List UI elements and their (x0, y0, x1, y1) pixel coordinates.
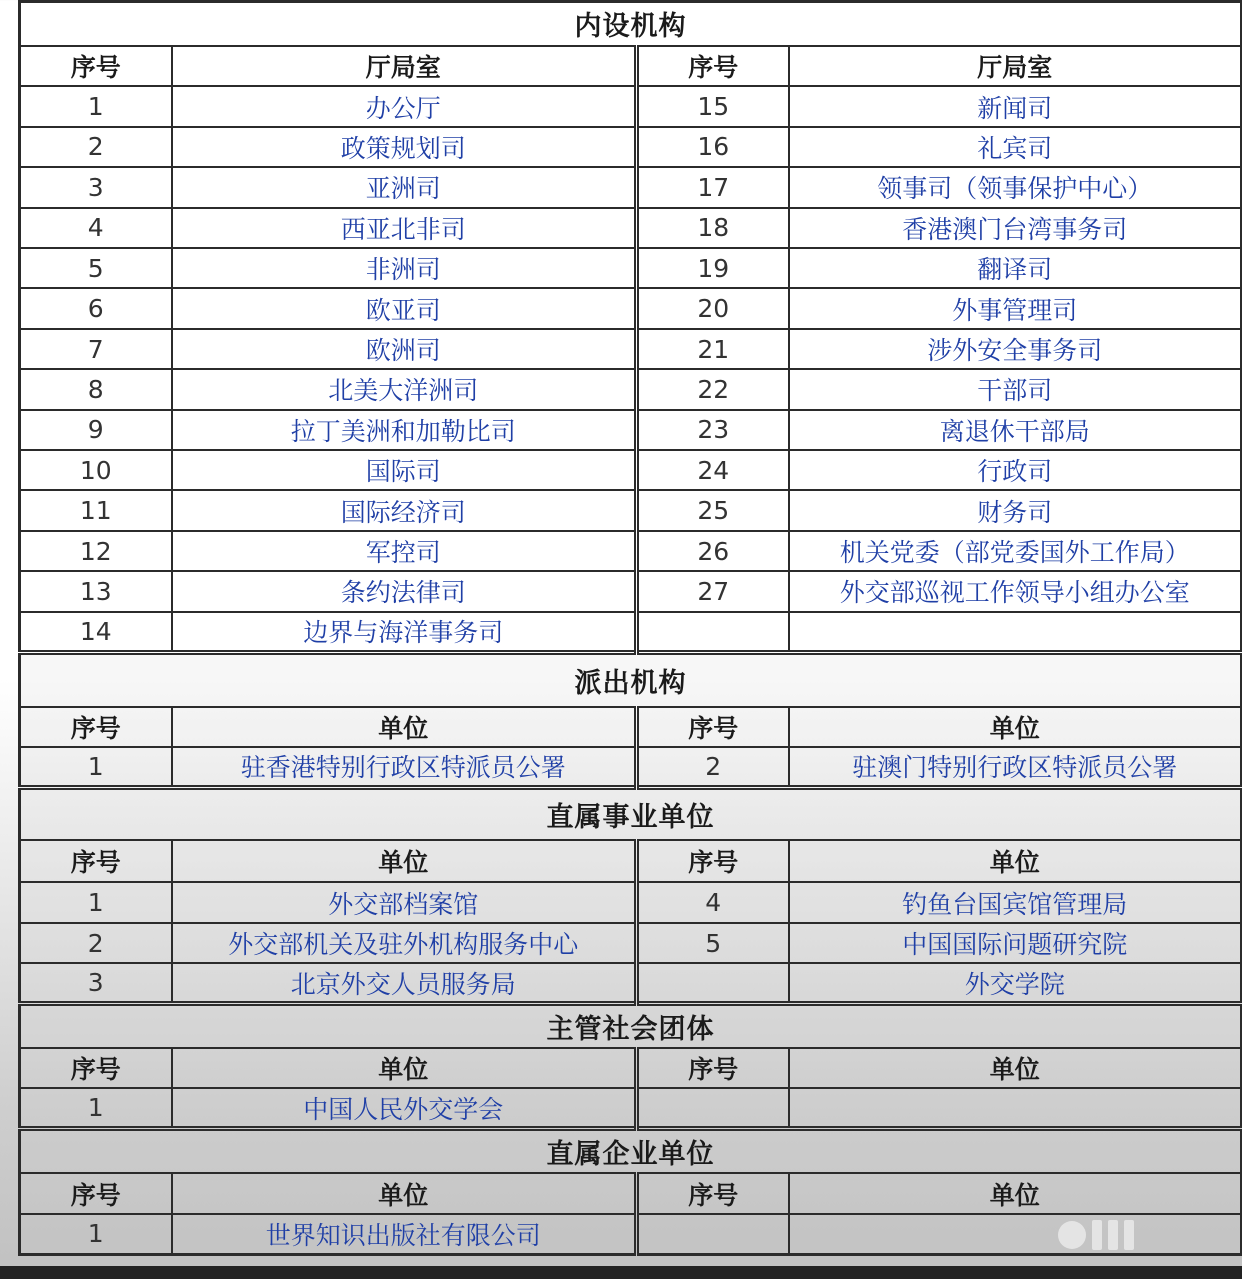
row-number: 24 (637, 450, 789, 490)
bottom-bar (0, 1266, 1242, 1279)
unit-name: 机关党委（部党委国外工作局） (789, 531, 1242, 571)
unit-name: 条约法律司 (172, 571, 637, 611)
table-row (20, 248, 1242, 288)
column-header-row (20, 840, 1242, 882)
row-number: 26 (637, 531, 789, 571)
unit-header: 单位 (789, 1173, 1242, 1213)
table-row (20, 86, 1242, 126)
unit-name: 欧洲司 (172, 329, 637, 369)
unit-name: 离退休干部局 (789, 410, 1242, 450)
unit-name: 新闻司 (789, 86, 1242, 126)
unit-name: 欧亚司 (172, 288, 637, 328)
table-row (20, 208, 1242, 248)
unit-name: 军控司 (172, 531, 637, 571)
unit-name: 亚洲司 (172, 167, 637, 207)
unit-name: 北美大洋洲司 (172, 369, 637, 409)
unit-header: 单位 (789, 840, 1242, 882)
unit-name: 国际司 (172, 450, 637, 490)
row-number: 23 (637, 410, 789, 450)
watermark-bar-icon (1108, 1220, 1118, 1250)
table-row (20, 288, 1242, 328)
table-row (20, 410, 1242, 450)
column-header-row (20, 707, 1242, 747)
unit-name: 翻译司 (789, 248, 1242, 288)
unit-name: 驻香港特别行政区特派员公署 (172, 747, 637, 787)
seq-header: 序号 (20, 840, 172, 882)
row-number: 9 (20, 410, 172, 450)
row-number: 1 (20, 86, 172, 126)
row-number (637, 612, 789, 652)
section-title: 直属事业单位 (20, 787, 1242, 840)
unit-name: 外交学院 (789, 963, 1242, 1003)
row-number: 5 (20, 248, 172, 288)
section-title-row (20, 652, 1242, 707)
column-header-row (20, 1048, 1242, 1088)
watermark-dot-icon (1058, 1221, 1086, 1249)
unit-header: 单位 (172, 1048, 637, 1088)
table-row (20, 450, 1242, 490)
table-row (20, 571, 1242, 611)
seq-header: 序号 (20, 707, 172, 747)
row-number: 16 (637, 127, 789, 167)
row-number: 1 (20, 1088, 172, 1128)
unit-name: 西亚北非司 (172, 208, 637, 248)
table-row (20, 923, 1242, 963)
seq-header: 序号 (637, 707, 789, 747)
unit-name: 外交部巡视工作领导小组办公室 (789, 571, 1242, 611)
dept-header: 厅局室 (789, 46, 1242, 86)
row-number: 10 (20, 450, 172, 490)
row-number: 20 (637, 288, 789, 328)
row-number: 7 (20, 329, 172, 369)
unit-name: 外交部档案馆 (172, 882, 637, 922)
watermark-logo (1058, 1218, 1208, 1252)
row-number: 6 (20, 288, 172, 328)
seq-header: 序号 (20, 1173, 172, 1213)
unit-name: 国际经济司 (172, 490, 637, 530)
unit-header: 单位 (172, 707, 637, 747)
section-title-row (20, 2, 1242, 46)
table-row (20, 747, 1242, 787)
table-row (20, 531, 1242, 571)
org-table (18, 0, 1242, 1256)
unit-name: 涉外安全事务司 (789, 329, 1242, 369)
row-number: 1 (20, 882, 172, 922)
watermark-bar-icon (1092, 1220, 1102, 1250)
section-title: 主管社会团体 (20, 1004, 1242, 1048)
seq-header: 序号 (637, 1173, 789, 1213)
unit-name: 世界知识出版社有限公司 (172, 1214, 637, 1255)
row-number: 4 (637, 882, 789, 922)
row-number: 13 (20, 571, 172, 611)
row-number: 3 (20, 963, 172, 1003)
unit-name (789, 612, 1242, 652)
unit-name (789, 1088, 1242, 1128)
section-title-row (20, 787, 1242, 840)
row-number: 25 (637, 490, 789, 530)
row-number: 17 (637, 167, 789, 207)
table-row (20, 882, 1242, 922)
table-row (20, 963, 1242, 1003)
unit-name: 领事司（领事保护中心） (789, 167, 1242, 207)
unit-name: 干部司 (789, 369, 1242, 409)
row-number: 2 (20, 923, 172, 963)
column-header-row (20, 46, 1242, 86)
watermark-bar-icon (1124, 1220, 1134, 1250)
table-row (20, 1088, 1242, 1128)
unit-name: 行政司 (789, 450, 1242, 490)
unit-header: 单位 (172, 840, 637, 882)
unit-name: 非洲司 (172, 248, 637, 288)
table-row (20, 369, 1242, 409)
row-number: 19 (637, 248, 789, 288)
section-title-row (20, 1129, 1242, 1173)
unit-name: 财务司 (789, 490, 1242, 530)
table-row (20, 167, 1242, 207)
row-number: 12 (20, 531, 172, 571)
seq-header: 序号 (637, 840, 789, 882)
row-number: 15 (637, 86, 789, 126)
seq-header: 序号 (20, 1048, 172, 1088)
row-number: 8 (20, 369, 172, 409)
row-number (637, 963, 789, 1003)
unit-name: 办公厅 (172, 86, 637, 126)
unit-name: 钓鱼台国宾馆管理局 (789, 882, 1242, 922)
seq-header: 序号 (20, 46, 172, 86)
section-title: 派出机构 (20, 652, 1242, 707)
row-number: 1 (20, 747, 172, 787)
table-row (20, 490, 1242, 530)
unit-name: 香港澳门台湾事务司 (789, 208, 1242, 248)
unit-header: 单位 (789, 1048, 1242, 1088)
table-row (20, 612, 1242, 652)
unit-name: 外交部机关及驻外机构服务中心 (172, 923, 637, 963)
seq-header: 序号 (637, 46, 789, 86)
unit-header: 单位 (172, 1173, 637, 1213)
table-row (20, 329, 1242, 369)
row-number: 21 (637, 329, 789, 369)
column-header-row (20, 1173, 1242, 1213)
org-table-page (18, 0, 1240, 1256)
row-number: 11 (20, 490, 172, 530)
row-number: 2 (637, 747, 789, 787)
unit-name: 礼宾司 (789, 127, 1242, 167)
unit-name: 外事管理司 (789, 288, 1242, 328)
row-number: 1 (20, 1214, 172, 1255)
row-number (637, 1088, 789, 1128)
row-number: 18 (637, 208, 789, 248)
unit-name: 驻澳门特别行政区特派员公署 (789, 747, 1242, 787)
unit-name: 中国国际问题研究院 (789, 923, 1242, 963)
unit-name: 边界与海洋事务司 (172, 612, 637, 652)
table-row (20, 127, 1242, 167)
section-title-row (20, 1004, 1242, 1048)
section-title: 直属企业单位 (20, 1129, 1242, 1173)
dept-header: 厅局室 (172, 46, 637, 86)
row-number: 2 (20, 127, 172, 167)
seq-header: 序号 (637, 1048, 789, 1088)
row-number: 4 (20, 208, 172, 248)
row-number: 27 (637, 571, 789, 611)
row-number: 22 (637, 369, 789, 409)
row-number: 14 (20, 612, 172, 652)
unit-name: 拉丁美洲和加勒比司 (172, 410, 637, 450)
unit-name: 政策规划司 (172, 127, 637, 167)
row-number: 5 (637, 923, 789, 963)
section-title: 内设机构 (20, 2, 1242, 46)
row-number (637, 1214, 789, 1255)
unit-name: 中国人民外交学会 (172, 1088, 637, 1128)
row-number: 3 (20, 167, 172, 207)
unit-name: 北京外交人员服务局 (172, 963, 637, 1003)
unit-header: 单位 (789, 707, 1242, 747)
